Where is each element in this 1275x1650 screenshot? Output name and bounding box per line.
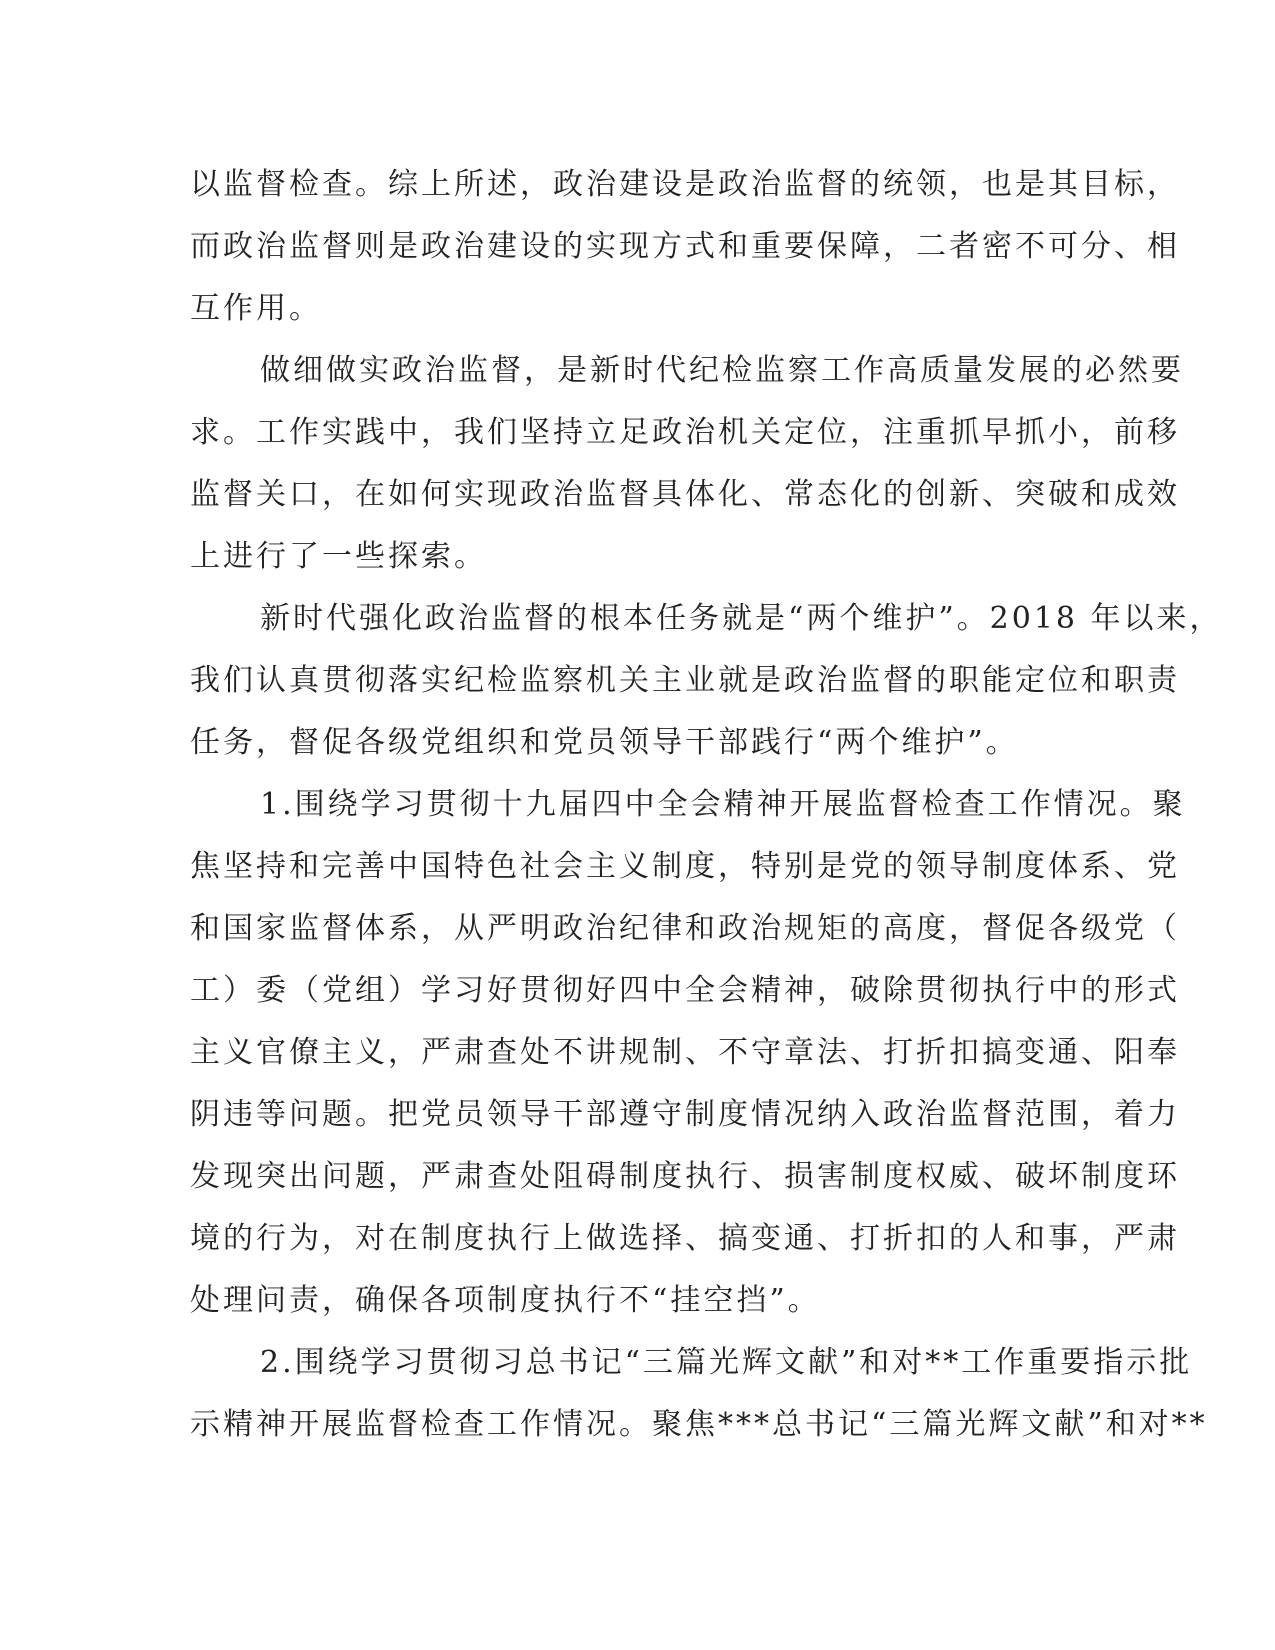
text-line: 处理问责，确保各项制度执行不“挂空挡”。 (190, 1283, 821, 1318)
text-line: 新时代强化政治监督的根本任务就是“两个维护”。2018 年以来， (260, 601, 1223, 636)
paragraph-3 (190, 588, 1223, 774)
text-line: 我们认真贯彻落实纪检监察机关主业就是政治监督的职能定位和职责 (190, 663, 1180, 698)
text-line: 求。工作实践中，我们坚持立足政治机关定位，注重抓早抓小，前移 (190, 415, 1180, 450)
paragraph-1 (190, 154, 1180, 340)
paragraph-2 (190, 340, 1184, 588)
text-line: 发现突出问题，严肃查处阻碍制度执行、损害制度权威、破坏制度环 (190, 1159, 1180, 1194)
text-line: 做细做实政治监督，是新时代纪检监察工作高质量发展的必然要 (260, 353, 1184, 388)
text-line: 示精神开展监督检查工作情况。聚焦***总书记“三篇光辉文献”和对** (190, 1407, 1208, 1442)
text-line: 阴违等问题。把党员领导干部遵守制度情况纳入政治监督范围，着力 (190, 1097, 1180, 1132)
text-line: 2.围绕学习贯彻习总书记“三篇光辉文献”和对**工作重要指示批 (260, 1345, 1193, 1380)
text-line: 任务，督促各级党组织和党员领导干部践行“两个维护”。 (190, 725, 1019, 760)
paragraph-5 (190, 1332, 1208, 1456)
text-line: 和国家监督体系，从严明政治纪律和政治规矩的高度，督促各级党（ (190, 911, 1180, 946)
document-body (190, 154, 1223, 1456)
text-line: 以监督检查。综上所述，政治建设是政治监督的统领，也是其目标， (190, 167, 1180, 202)
text-line: 监督关口，在如何实现政治监督具体化、常态化的创新、突破和成效 (190, 477, 1180, 512)
text-line: 而政治监督则是政治建设的实现方式和重要保障，二者密不可分、相 (190, 229, 1180, 264)
paragraph-4 (190, 774, 1186, 1332)
text-line: 焦坚持和完善中国特色社会主义制度，特别是党的领导制度体系、党 (190, 849, 1180, 884)
text-line: 工）委（党组）学习好贯彻好四中全会精神，破除贯彻执行中的形式 (190, 973, 1180, 1008)
text-line: 互作用。 (190, 291, 322, 326)
text-line: 境的行为，对在制度执行上做选择、搞变通、打折扣的人和事，严肃 (190, 1221, 1180, 1256)
text-line: 上进行了一些探索。 (190, 539, 487, 574)
text-line: 主义官僚主义，严肃查处不讲规制、不守章法、打折扣搞变通、阳奉 (190, 1035, 1180, 1070)
text-line: 1.围绕学习贯彻十九届四中全会精神开展监督检查工作情况。聚 (260, 787, 1186, 822)
